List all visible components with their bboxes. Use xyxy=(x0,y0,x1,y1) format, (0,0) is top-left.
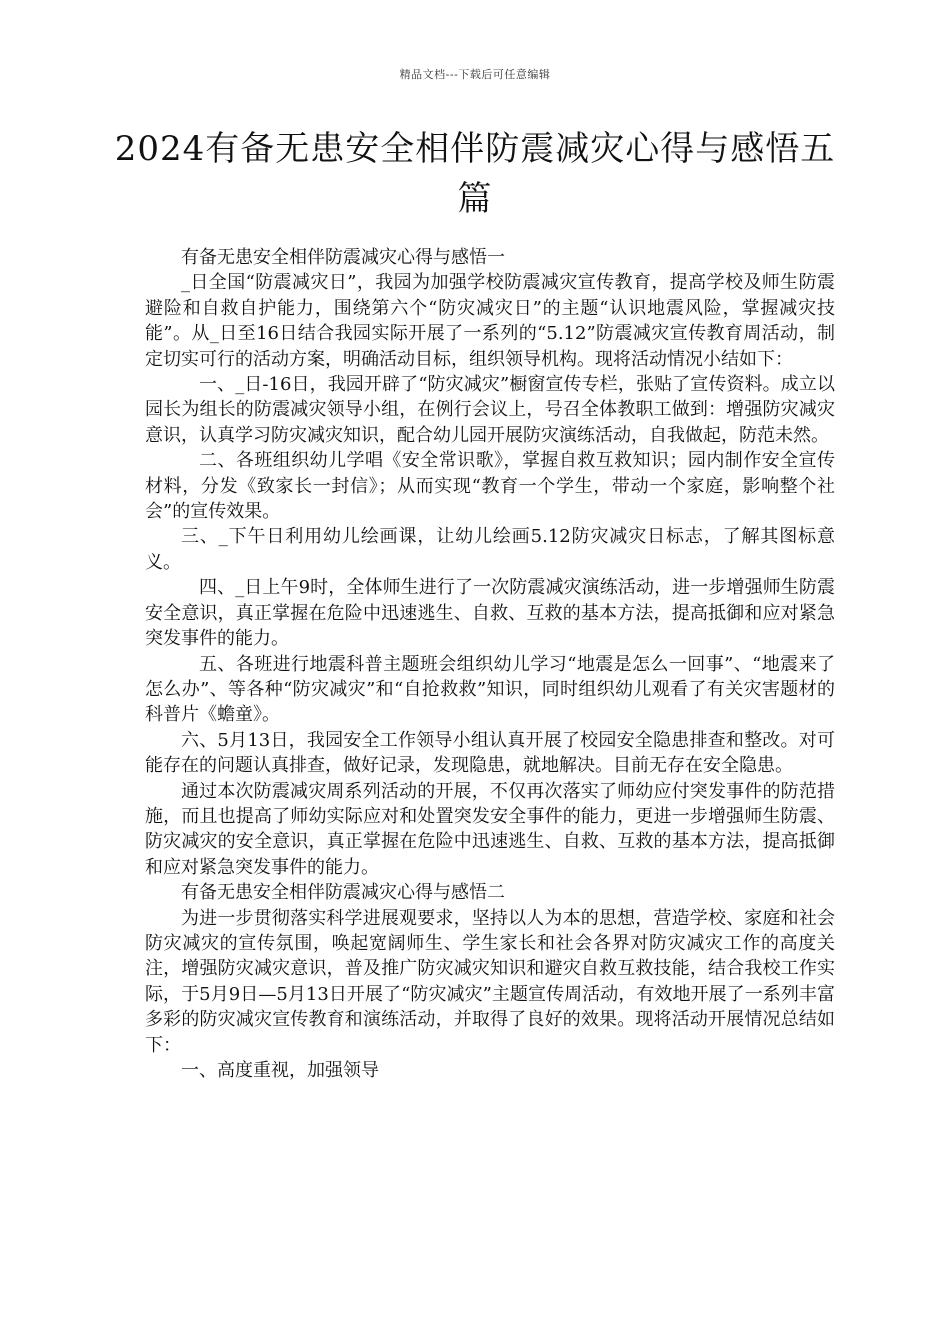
section-heading-1: 有备无患安全相伴防震减灾心得与感悟一 xyxy=(181,247,505,268)
paragraph: 二、各班组织幼儿学唱《安全常识歌》，掌握自救互救知识；园内制作安全宣传材料，分发《致家长一封信》；从而实现“教育一个学生，带动一个家庭，影响整个社会”的宣传效果。 xyxy=(145,450,835,523)
paragraph: 三、_下午日利用幼儿绘画课，让幼儿绘画5.12防灾减灾日标志，了解其图标意义。 xyxy=(145,526,835,573)
paragraph: 为进一步贯彻落实科学进展观要求，坚持以人为本的思想，营造学校、家庭和社会防灾减灾的宣传氛围，唤起宽阔师生、学生家长和社会各界对防灾减灾工作的高度关注，增强防灾减灾意识，普及推广防灾减灾知识和避灾自救互救技能，结合我校工作实际，于5月9日—5月13日开展了“防灾减灾”主题宣传周活动，有效地开展了一系列丰富多彩的防灾减灾宣传教育和演练活动，并取得了良好的效果。现将活动开展情况总结如下： xyxy=(145,907,835,1056)
paragraph: 通过本次防震减灾周系列活动的开展，不仅再次落实了师幼应付突发事件的防范措施，而且也提高了师幼实际应对和处置突发安全事件的能力，更进一步增强师生防震、防灾减灾的安全意识，真正掌握在危险中迅速逃生、自救、互救的基本方法，提高抵御和应对紧急突发事件的能力。 xyxy=(145,780,835,878)
page-title: 2024有备无患安全相伴防震减灾心得与感悟五篇 xyxy=(114,129,836,219)
header-note: 精品文档---下载后可任意编辑 xyxy=(399,68,551,81)
document-body xyxy=(145,245,835,1083)
paragraph: 五、各班进行地震科普主题班会组织幼儿学习“地震是怎么一回事”、“地震来了怎么办”、等各种“防灾减灾”和“自抢救救”知识，同时组织幼儿观看了有关灾害题材的科普片《蟾童》。 xyxy=(145,653,835,726)
section-heading-2: 有备无患安全相伴防震减灾心得与感悟二 xyxy=(181,882,505,904)
paragraph: 一、高度重视，加强领导 xyxy=(181,1060,379,1081)
paragraph: _日全国“防震减灾日”，我园为加强学校防震减灾宣传教育，提高学校及师生防震避险和自救自护能力，围绕第六个“防灾减灾日”的主题“认识地震风险，掌握减灾技能”。从_日至16日结合我园实际开展了一系列的“5.12”防震减灾宣传教育周活动，制定切实可行的活动方案，明确活动目标，组织领导机构。现将活动情况小结如下： xyxy=(145,272,835,370)
paragraph: 一、_日-16日，我园开辟了“防灾减灾”橱窗宣传专栏，张贴了宣传资料。成立以园长为组长的防震减灾领导小组，在例行会议上，号召全体教职工做到：增强防灾减灾意识，认真学习防灾减灾知识，配合幼儿园开展防灾演练活动，自我做起，防范未然。 xyxy=(145,374,835,446)
paragraph: 四、_日上午9时，全体师生进行了一次防震减灾演练活动，进一步增强师生防震安全意识，真正掌握在危险中迅速逃生、自救、互救的基本方法，提高抵御和应对紧急突发事件的能力。 xyxy=(145,577,835,650)
paragraph: 六、5月13日，我园安全工作领导小组认真开展了校园安全隐患排查和整改。对可能存在的问题认真排查，做好记录，发现隐患，就地解决。目前无存在安全隐患。 xyxy=(145,729,835,777)
